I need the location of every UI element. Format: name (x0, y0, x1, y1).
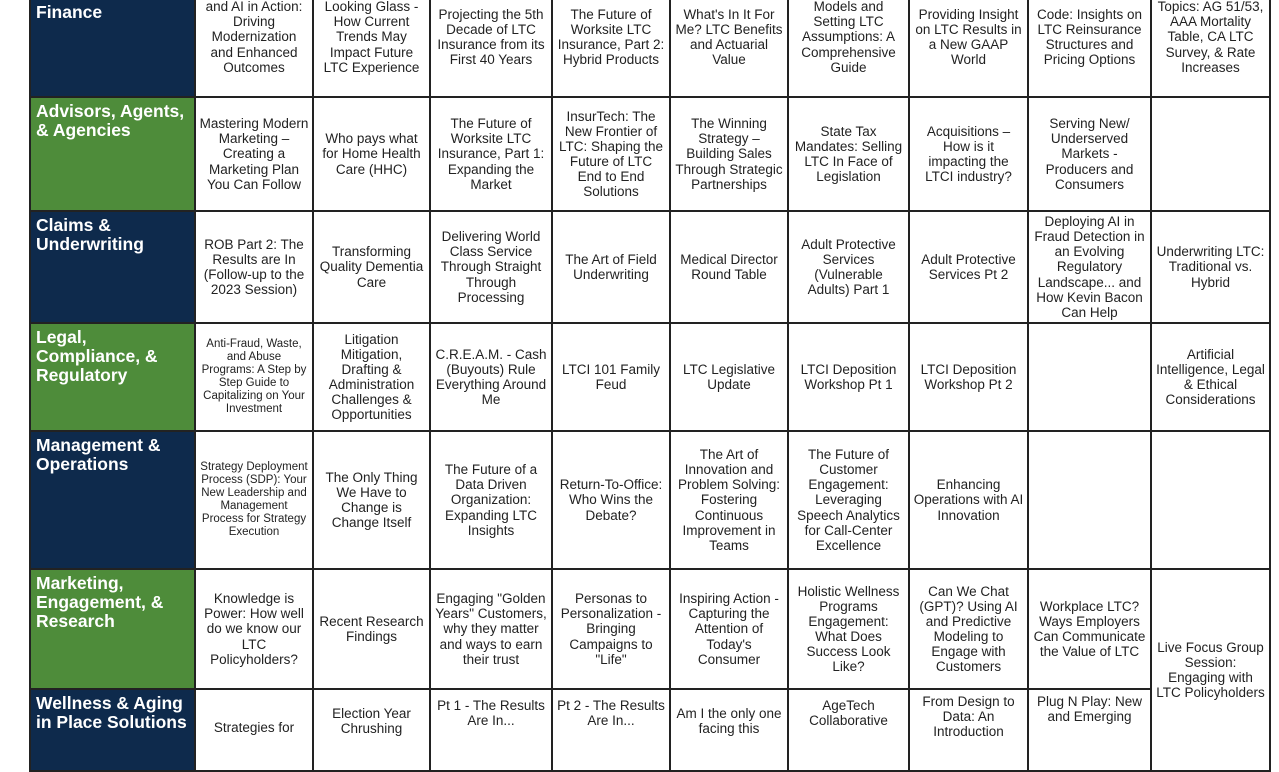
session-cell: Deploying AI in Fraud Detection in an Evolving Regulatory Landscape... and How Kevin Bacon Can Help (1029, 212, 1150, 322)
session-cell: Code: Insights on LTC Reinsurance Structures and Pricing Options (1029, 0, 1150, 96)
session-cell: Mastering Modern Marketing – Creating a Marketing Plan You Can Follow (196, 98, 312, 210)
session-cell: Delivering World Class Service Through Straight Through Processing (431, 212, 551, 322)
merged-session-cell: Live Focus Group Session: Engaging with LTC Policyholders (1152, 570, 1269, 770)
category-advisors-agents-agencies: Advisors, Agents, & Agencies (31, 98, 194, 210)
session-cell: Pt 2 - The Results Are In... (553, 690, 669, 770)
session-cell: Litigation Mitigation, Drafting & Administration Challenges & Opportunities (314, 324, 429, 430)
category-finance: Finance (31, 0, 194, 96)
session-cell: LTC Legislative Update (671, 324, 787, 430)
session-cell: Looking Glass - How Current Trends May Impact Future LTC Experience (314, 0, 429, 96)
session-cell: What's In It For Me? LTC Benefits and Actuarial Value (671, 0, 787, 96)
session-cell: Projecting the 5th Decade of LTC Insurance from its First 40 Years (431, 0, 551, 96)
category-claims-underwriting: Claims & Underwriting (31, 212, 194, 322)
session-cell: Can We Chat (GPT)? Using AI and Predictive Modeling to Engage with Customers (910, 570, 1027, 688)
session-cell: Personas to Personalization - Bringing Campaigns to "Life" (553, 570, 669, 688)
session-cell: The Future of Customer Engagement: Leveraging Speech Analytics for Call-Center Excellence (789, 432, 908, 568)
session-cell: State Tax Mandates: Selling LTC In Face of Legislation (789, 98, 908, 210)
session-cell: Strategies for (196, 690, 312, 770)
session-cell: Adult Protective Services (Vulnerable Adults) Part 1 (789, 212, 908, 322)
empty-cell (1152, 98, 1269, 210)
schedule-table (29, 0, 1271, 772)
session-cell: Am I the only one facing this (671, 690, 787, 770)
session-cell: From Design to Data: An Introduction (910, 690, 1027, 770)
session-cell: Providing Insight on LTC Results in a New GAAP World (910, 0, 1027, 96)
empty-cell (1152, 432, 1269, 568)
session-cell: The Only Thing We Have to Change is Change Itself (314, 432, 429, 568)
session-cell: Inspiring Action - Capturing the Attention of Today's Consumer (671, 570, 787, 688)
session-cell: Artificial Intelligence, Legal & Ethical Considerations (1152, 324, 1269, 430)
session-cell: Pt 1 - The Results Are In... (431, 690, 551, 770)
category-management-operations: Management & Operations (31, 432, 194, 568)
session-cell: Who pays what for Home Health Care (HHC) (314, 98, 429, 210)
session-cell: ROB Part 2: The Results are In (Follow-up to the 2023 Session) (196, 212, 312, 322)
session-cell: LTCI Deposition Workshop Pt 2 (910, 324, 1027, 430)
session-cell: and AI in Action: Driving Modernization and Enhanced Outcomes (196, 0, 312, 96)
session-cell: LTCI 101 Family Feud (553, 324, 669, 430)
session-cell: InsurTech: The New Frontier of LTC: Shaping the Future of LTC End to End Solutions (553, 98, 669, 210)
session-cell: Topics: AG 51/53, AAA Mortality Table, CA LTC Survey, & Rate Increases (1152, 0, 1269, 96)
session-cell: Adult Protective Services Pt 2 (910, 212, 1027, 322)
session-cell: The Art of Field Underwriting (553, 212, 669, 322)
session-cell: The Future of Worksite LTC Insurance, Part 1: Expanding the Market (431, 98, 551, 210)
session-cell: Serving New/ Underserved Markets - Producers and Consumers (1029, 98, 1150, 210)
session-cell: LTCI Deposition Workshop Pt 1 (789, 324, 908, 430)
session-cell: The Winning Strategy – Building Sales Through Strategic Partnerships (671, 98, 787, 210)
category-wellness-aging-in-place: Wellness & Aging in Place Solutions (31, 690, 194, 770)
empty-cell (1029, 324, 1150, 430)
session-cell: Recent Research Findings (314, 570, 429, 688)
empty-cell (1029, 432, 1150, 568)
session-cell: The Art of Innovation and Problem Solving: Fostering Continuous Improvement in Teams (671, 432, 787, 568)
session-cell: Return-To-Office: Who Wins the Debate? (553, 432, 669, 568)
session-cell: Engaging "Golden Years" Customers, why they matter and ways to earn their trust (431, 570, 551, 688)
session-cell: C.R.E.A.M. - Cash (Buyouts) Rule Everything Around Me (431, 324, 551, 430)
session-cell: Anti-Fraud, Waste, and Abuse Programs: A Step by Step Guide to Capitalizing on Your Investment (196, 324, 312, 430)
session-cell: AgeTech Collaborative (789, 690, 908, 770)
category-marketing-engagement-research: Marketing, Engagement, & Research (31, 570, 194, 688)
session-cell: Transforming Quality Dementia Care (314, 212, 429, 322)
session-cell: Underwriting LTC: Traditional vs. Hybrid (1152, 212, 1269, 322)
session-cell: Acquisitions – How is it impacting the LTCI industry? (910, 98, 1027, 210)
session-cell: Enhancing Operations with AI Innovation (910, 432, 1027, 568)
session-cell: Holistic Wellness Programs Engagement: What Does Success Look Like? (789, 570, 908, 688)
session-cell: Models and Setting LTC Assumptions: A Comprehensive Guide (789, 0, 908, 96)
session-cell: Election Year Chrushing (314, 690, 429, 770)
session-cell: Medical Director Round Table (671, 212, 787, 322)
session-cell: The Future of a Data Driven Organization: Expanding LTC Insights (431, 432, 551, 568)
session-cell: Workplace LTC? Ways Employers Can Communicate the Value of LTC (1029, 570, 1150, 688)
session-cell: The Future of Worksite LTC Insurance, Part 2: Hybrid Products (553, 0, 669, 96)
session-cell: Knowledge is Power: How well do we know our LTC Policyholders? (196, 570, 312, 688)
category-legal-compliance-regulatory: Legal, Compliance, & Regulatory (31, 324, 194, 430)
session-cell: Strategy Deployment Process (SDP): Your New Leadership and Management Process for Strategy Execution (196, 432, 312, 568)
session-cell: Plug N Play: New and Emerging (1029, 690, 1150, 770)
